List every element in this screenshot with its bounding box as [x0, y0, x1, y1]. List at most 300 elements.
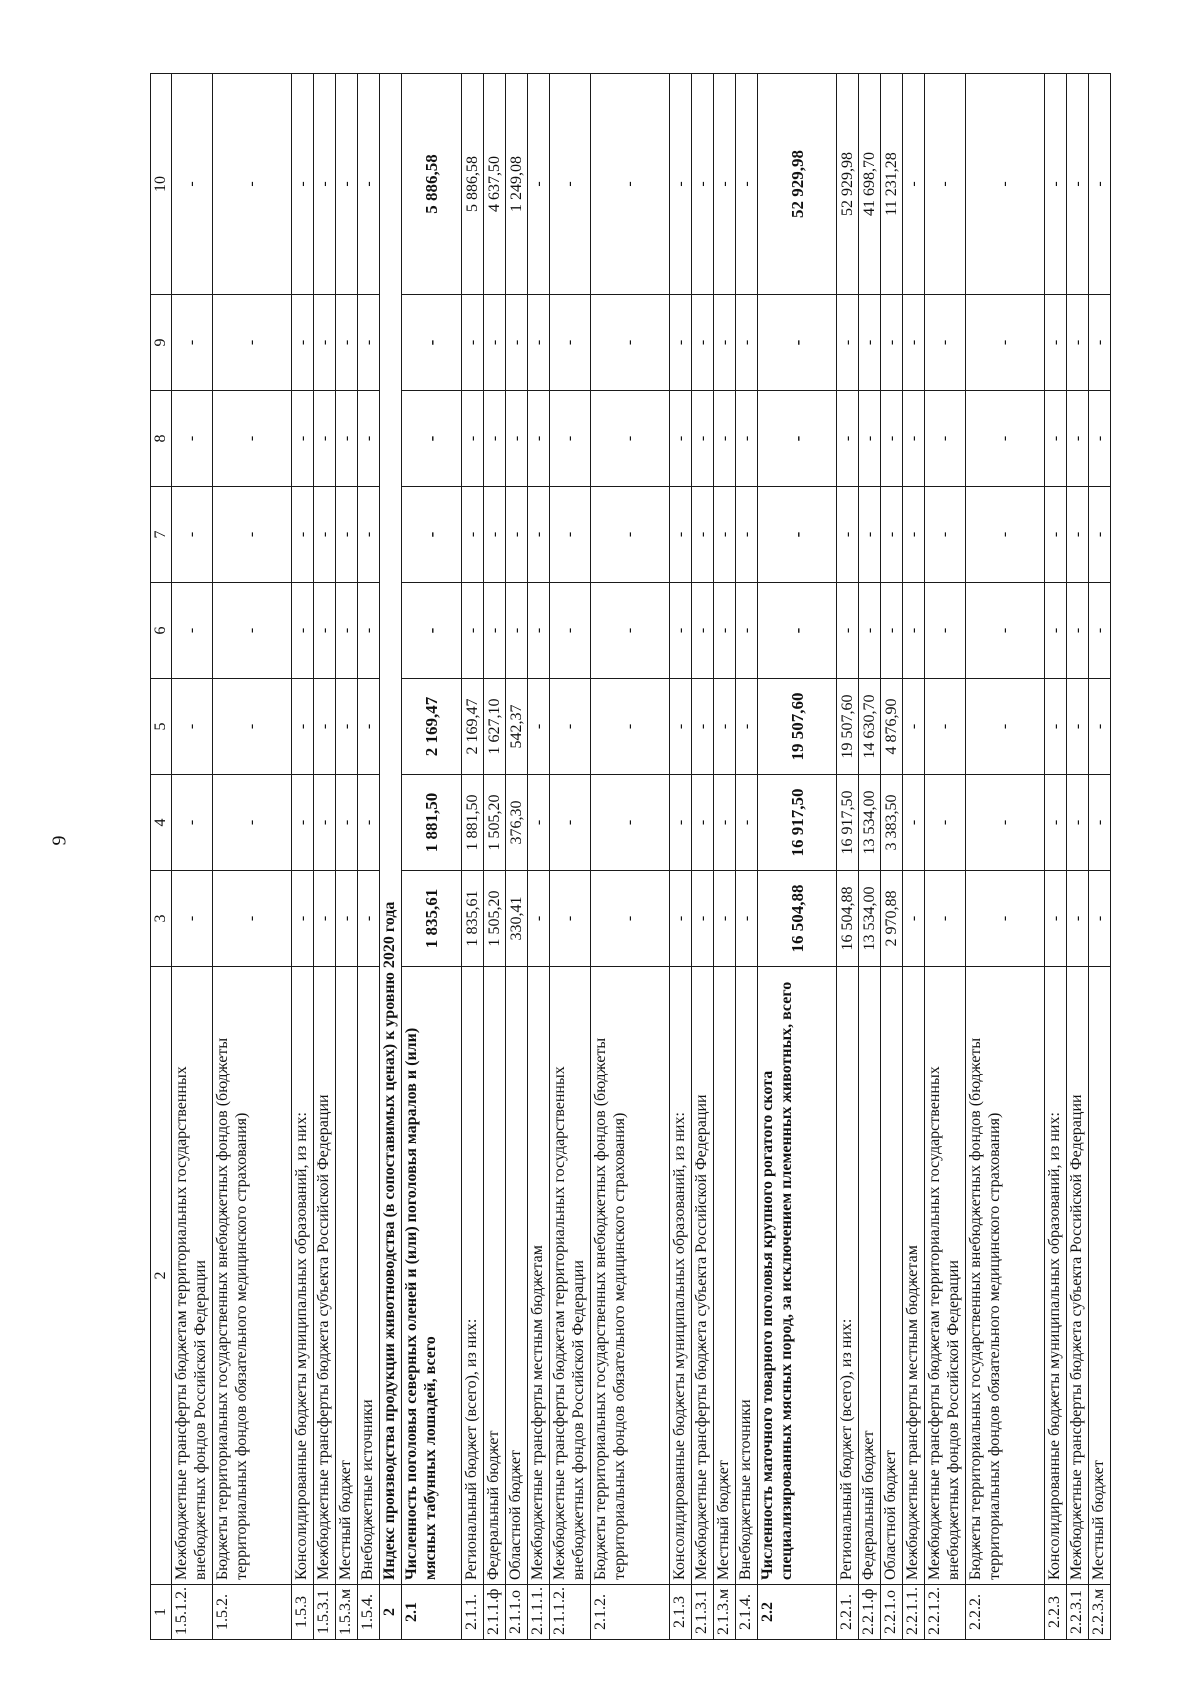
row-value-col-8: -: [336, 391, 358, 487]
section-row: [380, 74, 402, 1640]
row-value-col-6: -: [402, 583, 462, 679]
row-label: Консолидированные бюджеты муниципальных образований, из них:: [1045, 967, 1067, 1585]
row-value-col-10: -: [213, 74, 292, 295]
row-value-col-5: -: [314, 679, 336, 775]
row-value-col-7: -: [670, 487, 692, 583]
row-value-col-9: -: [292, 295, 314, 391]
row-value-col-4: -: [550, 775, 591, 871]
row-value-col-5: -: [714, 679, 736, 775]
row-value-col-7: -: [736, 487, 758, 583]
row-code: 2.1.2.: [591, 1585, 670, 1640]
rotated-table-container: [150, 74, 1160, 1640]
row-value-col-6: -: [903, 583, 925, 679]
row-value-col-5: 2 169,47: [402, 679, 462, 775]
table-row: [528, 74, 550, 1640]
row-value-col-6: -: [1089, 583, 1111, 679]
row-value-col-6: -: [881, 583, 903, 679]
table-row: [484, 74, 506, 1640]
row-value-col-8: -: [402, 391, 462, 487]
row-value-col-3: -: [1045, 871, 1067, 967]
row-value-col-3: -: [591, 871, 670, 967]
row-value-col-10: -: [591, 74, 670, 295]
row-value-col-8: -: [292, 391, 314, 487]
row-value-col-3: -: [550, 871, 591, 967]
row-value-col-7: -: [881, 487, 903, 583]
section-title: Индекс производства продукции животноводства (в сопоставимых ценах) к уровню 2020 года: [380, 74, 402, 1585]
row-value-col-7: -: [859, 487, 881, 583]
row-value-col-9: -: [336, 295, 358, 391]
row-value-col-7: -: [714, 487, 736, 583]
row-value-col-4: -: [336, 775, 358, 871]
row-label: Областной бюджет: [881, 967, 903, 1585]
row-value-col-6: -: [714, 583, 736, 679]
row-value-col-5: -: [1045, 679, 1067, 775]
row-value-col-9: -: [903, 295, 925, 391]
row-value-col-5: -: [292, 679, 314, 775]
row-value-col-8: -: [528, 391, 550, 487]
row-value-col-7: -: [336, 487, 358, 583]
row-value-col-3: -: [966, 871, 1045, 967]
row-value-col-9: -: [1067, 295, 1089, 391]
row-value-col-8: -: [714, 391, 736, 487]
row-value-col-8: -: [925, 391, 966, 487]
row-value-col-4: 16 917,50: [837, 775, 859, 871]
column-header-9: 9: [151, 295, 172, 391]
row-label: Межбюджетные трансферты бюджетам территориальных государственных внебюджетных фондов Российской Федерации: [172, 967, 213, 1585]
row-value-col-6: -: [736, 583, 758, 679]
row-value-col-10: 41 698,70: [859, 74, 881, 295]
row-value-col-3: 1 835,61: [402, 871, 462, 967]
row-code: 2.1.3.м: [714, 1585, 736, 1640]
row-value-col-10: -: [670, 74, 692, 295]
row-value-col-7: -: [358, 487, 380, 583]
row-value-col-10: -: [550, 74, 591, 295]
row-value-col-9: -: [591, 295, 670, 391]
row-code: 2.2.1.о: [881, 1585, 903, 1640]
table-row: [881, 74, 903, 1640]
row-value-col-7: -: [758, 487, 837, 583]
row-label: Межбюджетные трансферты бюджетам территориальных государственных внебюджетных фондов Российской Федерации: [925, 967, 966, 1585]
row-value-col-9: -: [314, 295, 336, 391]
row-value-col-9: -: [528, 295, 550, 391]
row-value-col-5: -: [903, 679, 925, 775]
table-row: [903, 74, 925, 1640]
row-label: Межбюджетные трансферты местным бюджетам: [528, 967, 550, 1585]
row-label: Местный бюджет: [714, 967, 736, 1585]
row-value-col-6: -: [692, 583, 714, 679]
row-value-col-5: 542,37: [506, 679, 528, 775]
row-value-col-7: -: [837, 487, 859, 583]
header-row: [151, 74, 172, 1640]
row-value-col-7: -: [402, 487, 462, 583]
table-body: [172, 74, 1111, 1640]
row-value-col-3: -: [925, 871, 966, 967]
row-code: 2.1: [402, 1585, 462, 1640]
row-value-col-4: -: [314, 775, 336, 871]
row-value-col-9: -: [736, 295, 758, 391]
table-row: [550, 74, 591, 1640]
row-value-col-6: -: [1045, 583, 1067, 679]
row-value-col-4: -: [736, 775, 758, 871]
row-code: 2.2.3: [1045, 1585, 1067, 1640]
row-value-col-9: -: [550, 295, 591, 391]
row-value-col-10: 5 886,58: [402, 74, 462, 295]
row-value-col-4: 16 917,50: [758, 775, 837, 871]
row-value-col-10: 5 886,58: [462, 74, 484, 295]
row-value-col-9: -: [758, 295, 837, 391]
row-value-col-4: -: [1089, 775, 1111, 871]
row-value-col-3: -: [670, 871, 692, 967]
row-label: Областной бюджет: [506, 967, 528, 1585]
row-label: Бюджеты территориальных государственных внебюджетных фондов (бюджеты территориальных фондов обязательного медицинского страхования): [591, 967, 670, 1585]
row-value-col-3: -: [903, 871, 925, 967]
row-value-col-8: -: [1045, 391, 1067, 487]
row-code: 2.2.1.: [837, 1585, 859, 1640]
row-value-col-4: -: [903, 775, 925, 871]
row-value-col-6: -: [336, 583, 358, 679]
row-value-col-8: -: [881, 391, 903, 487]
row-label: Межбюджетные трансферты местным бюджетам: [903, 967, 925, 1585]
row-label: Бюджеты территориальных государственных внебюджетных фондов (бюджеты территориальных фондов обязательного медицинского страхования): [213, 967, 292, 1585]
row-value-col-4: 1 881,50: [402, 775, 462, 871]
row-code: 1.5.3: [292, 1585, 314, 1640]
row-value-col-10: -: [925, 74, 966, 295]
row-value-col-9: -: [358, 295, 380, 391]
row-value-col-8: -: [670, 391, 692, 487]
row-value-col-5: -: [172, 679, 213, 775]
row-code: 2.2.1.ф: [859, 1585, 881, 1640]
row-value-col-3: 330,41: [506, 871, 528, 967]
column-header-2: 2: [151, 967, 172, 1585]
row-value-col-9: -: [1089, 295, 1111, 391]
row-code: 2.1.3: [670, 1585, 692, 1640]
row-value-col-3: -: [714, 871, 736, 967]
table-row: [336, 74, 358, 1640]
table-frame: [150, 74, 1160, 1640]
row-value-col-10: -: [692, 74, 714, 295]
row-value-col-6: -: [758, 583, 837, 679]
row-code: 2.1.3.1: [692, 1585, 714, 1640]
row-value-col-6: -: [966, 583, 1045, 679]
row-value-col-5: -: [736, 679, 758, 775]
row-value-col-4: -: [714, 775, 736, 871]
row-value-col-10: -: [1045, 74, 1067, 295]
row-value-col-10: 1 249,08: [506, 74, 528, 295]
row-value-col-4: 13 534,00: [859, 775, 881, 871]
row-value-col-4: -: [358, 775, 380, 871]
table-row: [758, 74, 837, 1640]
column-header-6: 6: [151, 583, 172, 679]
row-value-col-4: -: [1045, 775, 1067, 871]
row-value-col-10: -: [292, 74, 314, 295]
row-value-col-5: -: [550, 679, 591, 775]
row-label: Бюджеты территориальных государственных внебюджетных фондов (бюджеты территориальных фондов обязательного медицинского страхования): [966, 967, 1045, 1585]
row-label: Консолидированные бюджеты муниципальных образований, из них:: [670, 967, 692, 1585]
row-code: 1.5.1.2.: [172, 1585, 213, 1640]
table-row: [314, 74, 336, 1640]
row-value-col-5: 4 876,90: [881, 679, 903, 775]
row-value-col-4: -: [591, 775, 670, 871]
row-value-col-8: -: [1067, 391, 1089, 487]
column-header-10: 10: [151, 74, 172, 295]
row-value-col-7: -: [1067, 487, 1089, 583]
row-value-col-3: -: [213, 871, 292, 967]
row-value-col-10: -: [966, 74, 1045, 295]
row-label: Местный бюджет: [336, 967, 358, 1585]
table-row: [692, 74, 714, 1640]
table-row: [462, 74, 484, 1640]
row-value-col-8: -: [550, 391, 591, 487]
row-value-col-8: -: [484, 391, 506, 487]
row-label: Межбюджетные трансферты бюджета субъекта Российской Федерации: [1067, 967, 1089, 1585]
row-value-col-9: -: [692, 295, 714, 391]
row-label: Внебюджетные источники: [736, 967, 758, 1585]
row-value-col-7: -: [1089, 487, 1111, 583]
table-row: [1089, 74, 1111, 1640]
row-value-col-3: 16 504,88: [758, 871, 837, 967]
row-code: 1.5.4.: [358, 1585, 380, 1640]
row-value-col-5: -: [670, 679, 692, 775]
row-value-col-4: -: [925, 775, 966, 871]
row-value-col-6: -: [528, 583, 550, 679]
row-value-col-3: 1 505,20: [484, 871, 506, 967]
row-code: 2.2.1.1.: [903, 1585, 925, 1640]
row-label: Консолидированные бюджеты муниципальных образований, из них:: [292, 967, 314, 1585]
column-header-5: 5: [151, 679, 172, 775]
table-row: [402, 74, 462, 1640]
row-value-col-3: -: [1089, 871, 1111, 967]
row-value-col-5: -: [591, 679, 670, 775]
row-value-col-3: 2 970,88: [881, 871, 903, 967]
row-value-col-7: -: [1045, 487, 1067, 583]
row-value-col-5: 2 169,47: [462, 679, 484, 775]
row-value-col-3: 1 835,61: [462, 871, 484, 967]
row-value-col-5: -: [336, 679, 358, 775]
row-code: 2.2.3.м: [1089, 1585, 1111, 1640]
row-value-col-4: 1 881,50: [462, 775, 484, 871]
row-value-col-7: -: [462, 487, 484, 583]
table-row: [292, 74, 314, 1640]
row-value-col-10: 52 929,98: [758, 74, 837, 295]
row-code: 1.5.2.: [213, 1585, 292, 1640]
table-row: [358, 74, 380, 1640]
row-value-col-3: -: [1067, 871, 1089, 967]
column-header-1: 1: [151, 1585, 172, 1640]
row-value-col-4: -: [292, 775, 314, 871]
row-value-col-3: 16 504,88: [837, 871, 859, 967]
table-row: [670, 74, 692, 1640]
row-value-col-4: -: [692, 775, 714, 871]
row-label: Региональный бюджет (всего), из них:: [462, 967, 484, 1585]
row-value-col-8: -: [736, 391, 758, 487]
row-value-col-9: -: [462, 295, 484, 391]
row-value-col-3: 13 534,00: [859, 871, 881, 967]
table-row: [837, 74, 859, 1640]
row-value-col-5: -: [692, 679, 714, 775]
row-value-col-6: -: [670, 583, 692, 679]
row-value-col-3: -: [736, 871, 758, 967]
row-value-col-9: -: [484, 295, 506, 391]
row-value-col-4: -: [213, 775, 292, 871]
table-row: [859, 74, 881, 1640]
table-row: [506, 74, 528, 1640]
row-label: Федеральный бюджет: [484, 967, 506, 1585]
row-value-col-5: -: [966, 679, 1045, 775]
table-row: [925, 74, 966, 1640]
row-value-col-4: -: [966, 775, 1045, 871]
row-value-col-3: -: [172, 871, 213, 967]
row-value-col-8: -: [462, 391, 484, 487]
row-value-col-8: -: [506, 391, 528, 487]
row-value-col-8: -: [1089, 391, 1111, 487]
row-value-col-10: 11 231,28: [881, 74, 903, 295]
row-value-col-7: -: [506, 487, 528, 583]
page-number: 9: [48, 835, 71, 846]
row-value-col-5: -: [1067, 679, 1089, 775]
table-row: [172, 74, 213, 1640]
row-value-col-3: -: [336, 871, 358, 967]
row-value-col-5: -: [213, 679, 292, 775]
row-label: Региональный бюджет (всего), из них:: [837, 967, 859, 1585]
row-value-col-8: -: [172, 391, 213, 487]
row-code: 2.2.3.1: [1067, 1585, 1089, 1640]
row-value-col-6: -: [591, 583, 670, 679]
row-value-col-7: -: [550, 487, 591, 583]
row-label: Численность поголовья северных оленей и (или) поголовья маралов и (или) мясных табунных лошадей, всего: [402, 967, 462, 1585]
row-value-col-9: -: [881, 295, 903, 391]
row-value-col-8: -: [903, 391, 925, 487]
row-value-col-6: -: [484, 583, 506, 679]
row-value-col-7: -: [692, 487, 714, 583]
row-value-col-4: 1 505,20: [484, 775, 506, 871]
row-value-col-3: -: [528, 871, 550, 967]
row-value-col-8: -: [358, 391, 380, 487]
row-value-col-6: -: [314, 583, 336, 679]
row-value-col-9: -: [213, 295, 292, 391]
row-code: 2.1.1.: [462, 1585, 484, 1640]
row-value-col-7: -: [484, 487, 506, 583]
table-row: [736, 74, 758, 1640]
row-value-col-8: -: [758, 391, 837, 487]
row-value-col-9: -: [506, 295, 528, 391]
row-value-col-9: -: [859, 295, 881, 391]
row-value-col-10: -: [172, 74, 213, 295]
row-value-col-4: -: [1067, 775, 1089, 871]
row-code: 2.1.1.2.: [550, 1585, 591, 1640]
row-label: Межбюджетные трансферты бюджета субъекта Российской Федерации: [692, 967, 714, 1585]
row-value-col-7: -: [925, 487, 966, 583]
row-value-col-5: 1 627,10: [484, 679, 506, 775]
row-code: 1.5.3.м: [336, 1585, 358, 1640]
row-value-col-4: -: [172, 775, 213, 871]
row-value-col-6: -: [506, 583, 528, 679]
table-row: [591, 74, 670, 1640]
row-value-col-7: -: [213, 487, 292, 583]
row-value-col-9: -: [172, 295, 213, 391]
row-label: Федеральный бюджет: [859, 967, 881, 1585]
row-value-col-9: -: [966, 295, 1045, 391]
table-row: [1067, 74, 1089, 1640]
row-value-col-3: -: [292, 871, 314, 967]
row-label: Численность маточного товарного поголовья крупного рогатого скота специализированных мясных пород, за исключением племенных животных, всего: [758, 967, 837, 1585]
row-label: Межбюджетные трансферты бюджетам территориальных государственных внебюджетных фондов Российской Федерации: [550, 967, 591, 1585]
row-value-col-7: -: [966, 487, 1045, 583]
row-code: 2.1.1.о: [506, 1585, 528, 1640]
row-value-col-6: -: [925, 583, 966, 679]
row-code: 2.2.2.: [966, 1585, 1045, 1640]
row-label: Местный бюджет: [1089, 967, 1111, 1585]
row-value-col-7: -: [591, 487, 670, 583]
row-value-col-3: -: [314, 871, 336, 967]
row-value-col-7: -: [172, 487, 213, 583]
row-value-col-8: -: [591, 391, 670, 487]
row-value-col-6: -: [1067, 583, 1089, 679]
row-value-col-6: -: [213, 583, 292, 679]
row-value-col-6: -: [292, 583, 314, 679]
row-value-col-10: -: [528, 74, 550, 295]
row-value-col-10: -: [736, 74, 758, 295]
row-value-col-5: -: [528, 679, 550, 775]
row-value-col-8: -: [859, 391, 881, 487]
row-value-col-5: 14 630,70: [859, 679, 881, 775]
row-value-col-5: 19 507,60: [837, 679, 859, 775]
row-value-col-9: -: [402, 295, 462, 391]
row-value-col-7: -: [903, 487, 925, 583]
row-value-col-5: 19 507,60: [758, 679, 837, 775]
row-code: 2.1.4.: [736, 1585, 758, 1640]
row-value-col-4: -: [670, 775, 692, 871]
row-label: Внебюджетные источники: [358, 967, 380, 1585]
row-value-col-10: -: [314, 74, 336, 295]
row-value-col-10: -: [336, 74, 358, 295]
row-value-col-4: 3 383,50: [881, 775, 903, 871]
row-value-col-6: -: [837, 583, 859, 679]
row-value-col-8: -: [966, 391, 1045, 487]
table-row: [966, 74, 1045, 1640]
row-value-col-9: -: [670, 295, 692, 391]
row-value-col-8: -: [314, 391, 336, 487]
row-value-col-6: -: [172, 583, 213, 679]
row-value-col-8: -: [213, 391, 292, 487]
row-value-col-10: -: [1067, 74, 1089, 295]
row-value-col-6: -: [358, 583, 380, 679]
table-row: [714, 74, 736, 1640]
row-value-col-10: -: [1089, 74, 1111, 295]
column-header-7: 7: [151, 487, 172, 583]
row-value-col-8: -: [837, 391, 859, 487]
column-header-3: 3: [151, 871, 172, 967]
row-code: 2.2.1.2.: [925, 1585, 966, 1640]
row-value-col-4: 376,30: [506, 775, 528, 871]
row-value-col-9: -: [925, 295, 966, 391]
row-value-col-7: -: [292, 487, 314, 583]
table-row: [1045, 74, 1067, 1640]
row-value-col-6: -: [550, 583, 591, 679]
row-value-col-7: -: [314, 487, 336, 583]
row-label: Межбюджетные трансферты бюджета субъекта Российской Федерации: [314, 967, 336, 1585]
row-value-col-6: -: [859, 583, 881, 679]
row-value-col-9: -: [837, 295, 859, 391]
row-value-col-10: -: [358, 74, 380, 295]
row-code: 1.5.3.1: [314, 1585, 336, 1640]
row-value-col-7: -: [528, 487, 550, 583]
column-header-4: 4: [151, 775, 172, 871]
row-code: 2.2: [758, 1585, 837, 1640]
row-value-col-10: 4 637,50: [484, 74, 506, 295]
row-value-col-10: -: [903, 74, 925, 295]
row-value-col-3: -: [358, 871, 380, 967]
row-value-col-5: -: [925, 679, 966, 775]
